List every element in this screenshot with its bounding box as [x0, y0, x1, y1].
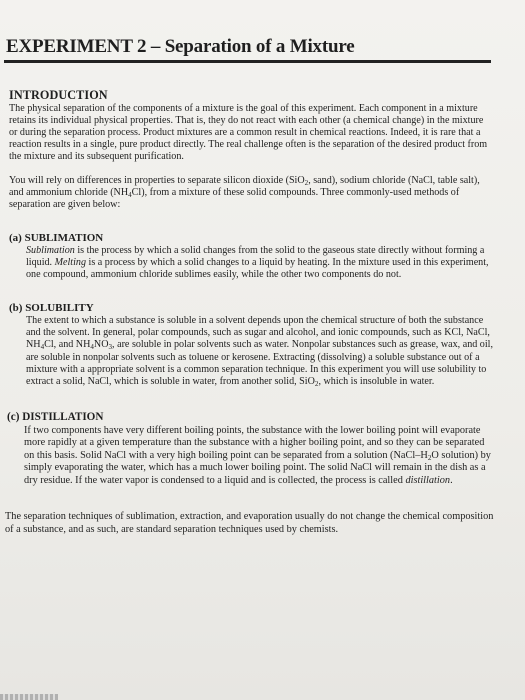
sublimation-term: Sublimation: [26, 244, 75, 256]
methods-text-1: You will rely on differences in properties to separate silicon dioxide (SiO: [9, 175, 305, 187]
introduction-heading: INTRODUCTION: [9, 88, 108, 102]
solubility-section: [9, 302, 493, 388]
subscript-2: 2: [427, 453, 432, 462]
introduction-section: [9, 88, 493, 163]
title-underline: [4, 60, 491, 63]
solubility-text-1: The extent to which a substance is soluble in a solvent depends upon the chemical structure of both the substance and the solvent. In general, polar compounds, such as sugar and alcohol, and ionic compounds, such as KCl, NaCl, NH: [26, 315, 490, 351]
sublimation-text-1: is the process by which a solid changes from the solid to the gaseous state directly without forming a liquid.: [26, 244, 485, 268]
sublimation-heading: (a) SUBLIMATION: [9, 231, 104, 244]
closing-paragraph: The separation techniques of sublimation, extraction, and evaporation usually do not change the chemical composition of a substance, and as such, are standard separation techniques used by chemists.: [5, 511, 494, 535]
solubility-paragraph: [26, 315, 493, 388]
distillation-text-1: If two components have very different boiling points, the substance with the lower boiling point will evaporate more rapidly at a given temperature than the substance with a higher boiling point, and so they can be separated on this basis. Solid NaCl with a very high boiling point can be separated from a solution (NaCl–H: [24, 424, 485, 461]
distillation-text-3: .: [450, 474, 453, 486]
solubility-heading: (b) SOLUBILITY: [9, 302, 94, 315]
distillation-paragraph: [24, 425, 495, 488]
solubility-text-2: Cl, and NH: [44, 339, 91, 351]
page-edge-mark: [0, 694, 58, 700]
methods-text-2: , sand), sodium chloride (NaCl, table salt), and ammonium chloride (NH: [9, 175, 480, 199]
distillation-text-2: O solution) by simply evaporating the water, which has a much lower boiling point. The solid NaCl will remain in the dish as a dry residue. If the water vapor is condensed to a liquid and is collected, the process is called: [24, 449, 491, 486]
document-body: [5, 88, 494, 536]
subscript-3: 3: [108, 343, 113, 352]
sublimation-text-2: is a process by which a solid changes to a liquid by heating. In the mixture used in this experiment, one compound, ammonium chloride sublimes easily, while the other two components do not.: [26, 256, 489, 280]
subscript-4: 4: [128, 191, 132, 200]
solubility-text-5: , which is insoluble in water.: [318, 375, 435, 387]
page-title: EXPERIMENT 2 – Separation of a Mixture: [6, 36, 355, 57]
subscript-4: 4: [40, 343, 45, 352]
solubility-text-4: , are soluble in polar solvents such as water. Nonpolar substances such as grease, wax, and oil, are soluble in nonpolar solvents such as toluene or kerosene. Extracting (dissolving) a soluble substance out of a mixture with a appropriate solvent is a common separation technique. In this experiment you will use solubility to extract a solid, NaCl, which is soluble in water, from another solid, SiO: [26, 339, 493, 387]
subscript-2: 2: [314, 379, 319, 388]
distillation-section: [7, 411, 495, 487]
solubility-text-3: NO: [93, 339, 109, 351]
introduction-paragraph: The physical separation of the components of a mixture is the goal of this experiment. Each component in a mixture retains its individual physical properties. That is, they do not react with each other (a chemical change) in the mixture or during the separation process. Product mixtures are a common result in chemical reactions. Indeed, it is rare that a reaction results in a single, pure product directly. The real challenge often is the separation of the desired product from the mixture and its subsequent purification.: [9, 102, 488, 163]
subscript-2: 2: [304, 178, 309, 187]
sublimation-section: [9, 232, 493, 282]
sublimation-paragraph: [26, 245, 493, 281]
methods-text-3: Cl), from a mixture of these solid compounds. Three commonly-used methods of separation are given below:: [9, 187, 460, 211]
distillation-heading: (c) DISTILLATION: [7, 410, 104, 423]
subscript-4: 4: [90, 343, 94, 352]
distillation-term: distillation: [405, 474, 451, 486]
melting-term: Melting: [54, 256, 87, 268]
methods-paragraph: [9, 175, 493, 211]
